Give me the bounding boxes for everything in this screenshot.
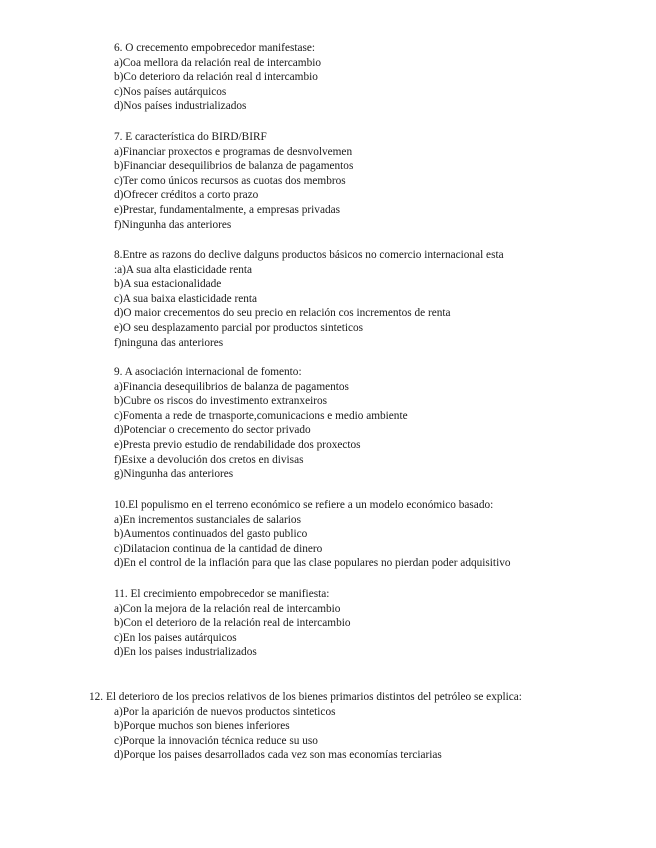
option-d: d)Porque los paises desarrollados cada vez son mas economías terciarias <box>114 749 442 762</box>
option-c: c)Fomenta a rede de trnasporte,comunicacions e medio ambiente <box>114 409 408 422</box>
question-12 <box>89 690 619 763</box>
option-c: c)Ter como únicos recursos as cuotas dos membros <box>114 174 346 187</box>
option-a: a)Por la aparición de nuevos productos sinteticos <box>114 705 336 718</box>
option-b: b)Financiar desequilibrios de balanza de pagamentos <box>114 160 354 173</box>
option-d: d)Potenciar o crecemento do sector privado <box>114 424 311 437</box>
option-c: c)Porque la innovación técnica reduce su uso <box>114 734 318 747</box>
question-text: 6. O crecemento empobrecedor manifestase: <box>114 42 316 54</box>
option-d: d)Ofrecer créditos a corto prazo <box>114 189 259 202</box>
option-c: c)En los paises autárquicos <box>114 631 237 644</box>
option-a: :a)A sua alta elasticidade renta <box>114 263 253 276</box>
question-9 <box>114 365 644 482</box>
question-8 <box>114 248 644 350</box>
option-b: b)Porque muchos son bienes inferiores <box>114 720 290 733</box>
option-f: f)Ningunha das anteriores <box>114 218 232 231</box>
question-text: 7. E característica do BIRD/BIRF <box>114 131 267 143</box>
option-a: a)Financia desequilibrios de balanza de pagamentos <box>114 380 349 393</box>
option-c: c)Nos países autárquicos <box>114 85 227 98</box>
question-10 <box>114 498 644 571</box>
option-d: d)Nos países industrializados <box>114 100 247 113</box>
option-d: d)En el control de la inflación para que las clase populares no pierdan poder adquisitivo <box>114 557 511 570</box>
option-c: c)A sua baixa elasticidade renta <box>114 292 258 305</box>
option-f: f)ninguna das anteriores <box>114 336 224 349</box>
option-b: b)Aumentos continuados del gasto publico <box>114 528 308 541</box>
option-b: b)Con el deterioro de la relación real de intercambio <box>114 617 351 630</box>
option-d: d)O maior crecementos do seu precio en relación cos incrementos de renta <box>114 307 451 320</box>
option-a: a)Con la mejora de la relación real de intercambio <box>114 602 341 615</box>
question-6 <box>114 41 644 114</box>
question-text: 9. A asociación internacional de fomento: <box>114 366 302 378</box>
question-text: 8.Entre as razons do declive dalguns productos básicos no comercio internacional esta <box>114 249 504 261</box>
option-e: e)Prestar, fundamentalmente, a empresas privadas <box>114 203 341 216</box>
option-a: a)En incrementos sustanciales de salarios <box>114 513 301 526</box>
option-a: a)Coa mellora da relación real de intercambio <box>114 56 322 69</box>
option-d: d)En los paises industrializados <box>114 646 257 659</box>
option-e: e)O seu desplazamento parcial por productos sinteticos <box>114 321 364 334</box>
option-g: g)Ningunha das anteriores <box>114 468 234 481</box>
question-11 <box>114 587 644 660</box>
option-b: b)Cubre os riscos do investimento extranxeiros <box>114 395 328 408</box>
option-b: b)Co deterioro da relación real d intercambio <box>114 71 318 84</box>
option-e: e)Presta previo estudio de rendabilidade dos proxectos <box>114 438 361 451</box>
option-b: b)A sua estacionalidade <box>114 278 222 291</box>
option-c: c)Dilatacion continua de la cantidad de dinero <box>114 542 323 555</box>
option-f: f)Esixe a devolución dos cretos en divisas <box>114 453 304 466</box>
question-text: 12. El deterioro de los precios relativos de los bienes primarios distintos del petróleo se explica: <box>89 691 522 703</box>
question-text: 10.El populismo en el terreno económico se refiere a un modelo económico basado: <box>114 499 494 511</box>
question-text: 11. El crecimiento empobrecedor se manifiesta: <box>114 588 330 600</box>
option-a: a)Financiar proxectos e programas de desnvolvemen <box>114 145 353 158</box>
question-7 <box>114 130 644 232</box>
